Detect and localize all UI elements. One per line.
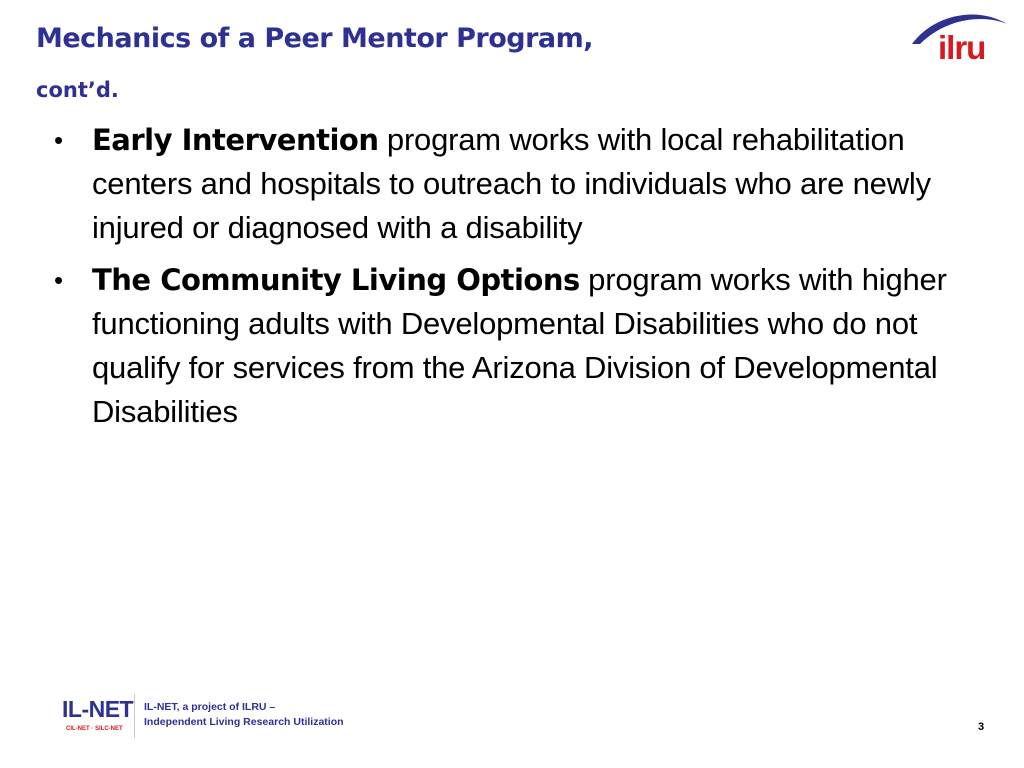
bullet-bold-text: The Community Living Options — [92, 263, 580, 297]
footer-divider — [134, 694, 135, 738]
bullet-item — [50, 258, 980, 434]
ilru-logo-text: ilru — [938, 29, 986, 66]
bullet-body-text: program works with higher functioning adults with Developmental Disabilities who do not qualify for services from the Arizona Division of Developmental Disabilities — [92, 262, 947, 429]
footer-line-1: IL-NET, a project of ILRU – — [144, 701, 276, 713]
page-number: 3 — [978, 721, 985, 733]
bullet-list — [50, 118, 980, 442]
bullet-bold-text: Early Intervention — [92, 123, 379, 157]
slide-subtitle: cont’d. — [36, 78, 119, 102]
bullet-dot-icon: • — [54, 265, 63, 295]
slide-title: Mechanics of a Peer Mentor Program, — [36, 23, 594, 54]
footer-line-2: Independent Living Research Utilization — [144, 716, 344, 728]
ilnet-logo-subtext: CIL-NET · SILC-NET — [66, 726, 123, 732]
bullet-item — [50, 118, 980, 250]
ilru-logo — [906, 8, 1010, 66]
bullet-body-text: program works with local rehabilitation centers and hospitals to outreach to individuals who are newly injured or diagnosed with a disability — [92, 122, 931, 245]
bullet-dot-icon: • — [54, 125, 63, 155]
footer-caption — [144, 700, 344, 730]
ilnet-logo-text: IL-NET — [62, 696, 134, 722]
ilnet-logo — [62, 696, 142, 740]
